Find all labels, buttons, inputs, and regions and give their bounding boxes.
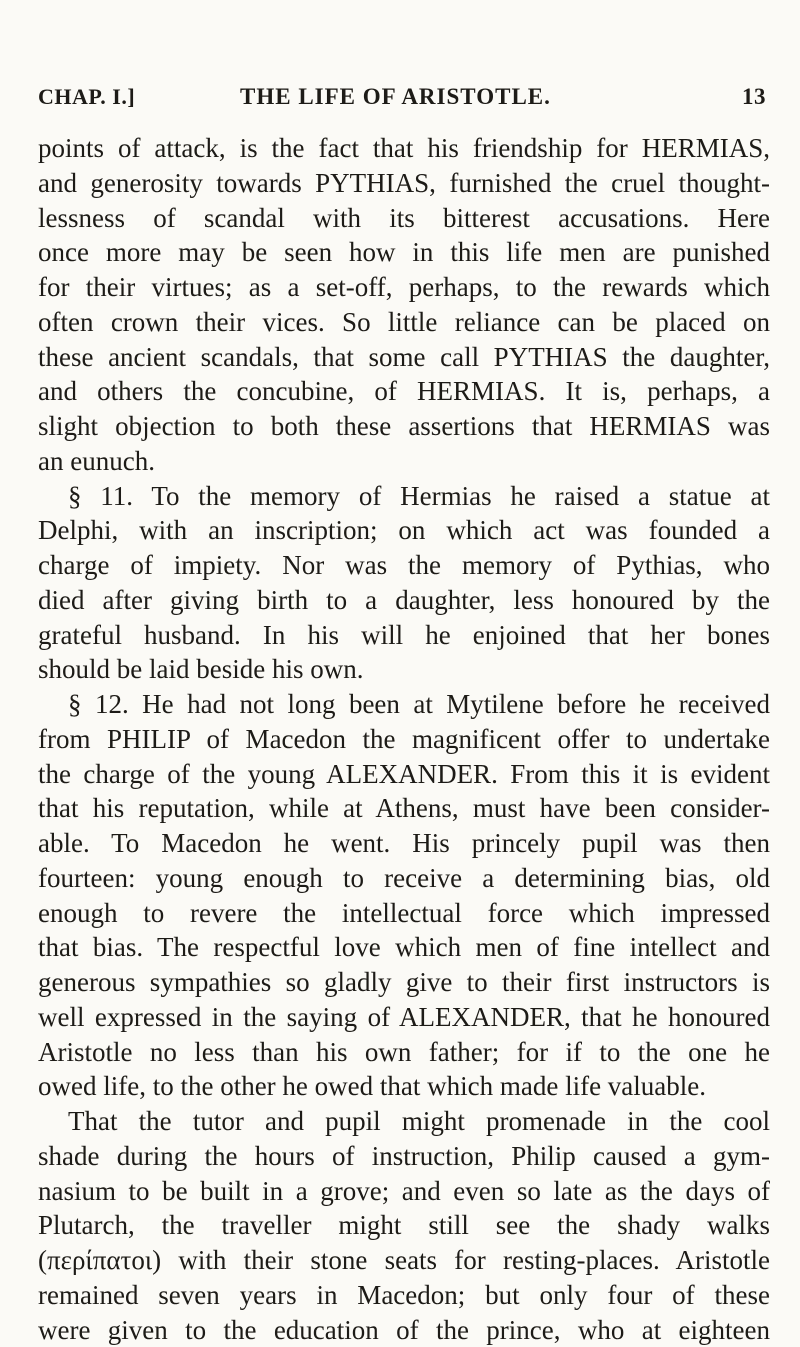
- text-line: that his reputation, while at Athens, must have been consider-: [38, 793, 770, 824]
- text-line: slight objection to both these assertions that HERMIAS was: [38, 411, 770, 441]
- text-line: shade during the hours of instruction, Philip caused a gym-: [38, 1140, 770, 1171]
- text-line: should be laid beside his own.: [38, 654, 364, 685]
- text-line: § 11. To the memory of Hermias he raised a statue at: [68, 480, 770, 511]
- text-line: points of attack, is the fact that his friendship for HERMIAS,: [38, 133, 770, 163]
- text-line: Delphi, with an inscription; on which act was founded a: [38, 515, 770, 546]
- running-head: [38, 84, 766, 116]
- text-line: charge of impiety. Nor was the memory of Pythias, who: [38, 550, 770, 580]
- text-line: remained seven years in Macedon; but only four of these: [38, 1279, 770, 1310]
- body-text: [38, 131, 770, 1347]
- text-line: lessness of scandal with its bitterest accusations. Here: [38, 202, 770, 233]
- text-line: and others the concubine, of HERMIAS. It is, perhaps, a: [38, 376, 770, 407]
- text-line: often crown their vices. So little reliance can be placed on: [38, 306, 770, 337]
- text-line: enough to revere the intellectual force which impressed: [38, 897, 770, 928]
- chapter-label: CHAP. I.]: [38, 84, 136, 109]
- text-line: from PHILIP of Macedon the magnificent offer to undertake: [38, 723, 770, 754]
- text-line: generous sympathies so gladly give to their first instructors is: [38, 967, 770, 997]
- running-title: THE LIFE OF ARISTOTLE.: [240, 84, 551, 109]
- text-line: owed life, to the other he owed that which made life valuable.: [38, 1071, 707, 1102]
- text-line: that bias. The respectful love which men of fine intellect and: [38, 932, 770, 963]
- text-line: well expressed in the saying of ALEXANDER, that he honoured: [38, 1001, 770, 1032]
- text-line: Plutarch, the traveller might still see the shady walks: [38, 1210, 770, 1241]
- text-line: fourteen: young enough to receive a determining bias, old: [38, 862, 770, 893]
- text-line: were given to the education of the prince, who at eighteen: [38, 1314, 770, 1345]
- text-line: for their virtues; as a set-off, perhaps, to the rewards which: [38, 272, 770, 302]
- text-line: (περίπατοι) with their stone seats for resting-places. Aristotle: [38, 1245, 770, 1275]
- text-line: the charge of the young ALEXANDER. From this it is evident: [38, 758, 770, 789]
- text-line: died after giving birth to a daughter, less honoured by the: [38, 584, 770, 615]
- paragraph: [38, 131, 770, 479]
- paragraph: [38, 479, 770, 688]
- text-line: once more may be seen how in this life men are punished: [38, 237, 770, 268]
- paragraph: [38, 687, 770, 1104]
- text-line: Aristotle no less than his own father; for if to the one he: [38, 1036, 770, 1067]
- paragraph: [38, 1104, 770, 1347]
- text-line: and generosity towards PYTHIAS, furnished the cruel thought-: [38, 167, 770, 198]
- text-line: an eunuch.: [38, 445, 155, 476]
- page-number: 13: [742, 84, 766, 109]
- text-line: able. To Macedon he went. His princely pupil was then: [38, 828, 770, 858]
- text-line: That the tutor and pupil might promenade in the cool: [68, 1106, 770, 1136]
- text-line: nasium to be built in a grove; and even so late as the days of: [38, 1175, 770, 1206]
- text-line: grateful husband. In his will he enjoined that her bones: [38, 619, 770, 650]
- text-line: § 12. He had not long been at Mytilene before he received: [68, 689, 770, 719]
- text-line: these ancient scandals, that some call PYTHIAS the daughter,: [38, 341, 770, 372]
